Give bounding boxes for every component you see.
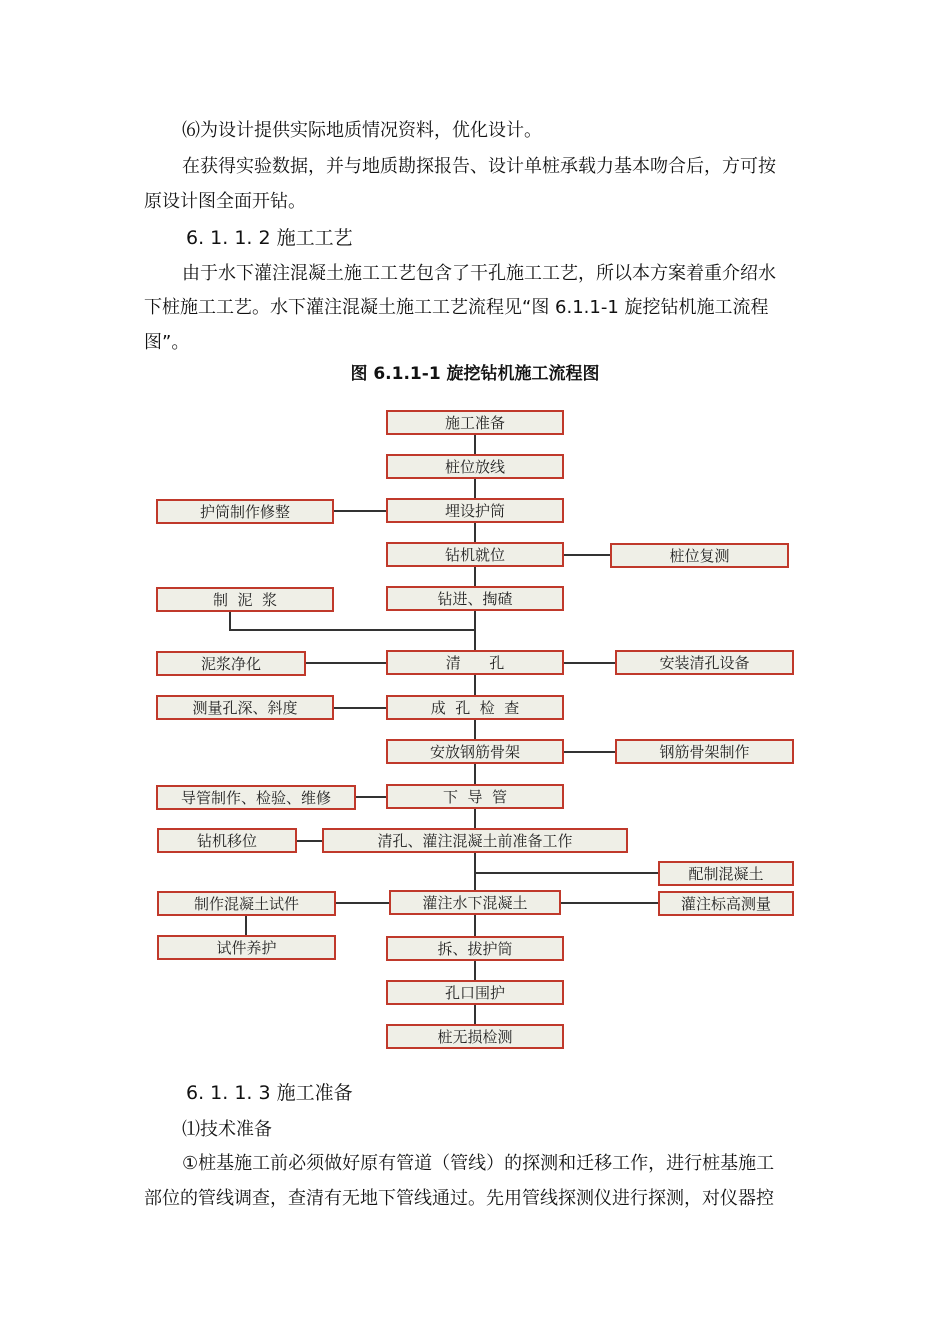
paragraph-line: 图”。 xyxy=(144,332,190,353)
flow-step: 桩位放线 xyxy=(386,454,564,479)
flow-step: 桩无损检测 xyxy=(386,1024,564,1049)
flow-side-step: 钢筋骨架制作 xyxy=(615,739,794,764)
flow-step: 清孔、灌注混凝土前准备工作 xyxy=(322,828,628,853)
flow-step: 钻进、掏碴 xyxy=(386,586,564,611)
subsection-heading: ⑴技术准备 xyxy=(182,1119,272,1140)
flow-step: 下 导 管 xyxy=(386,784,564,809)
paragraph-line: 在获得实验数据，并与地质勘探报告、设计单桩承载力基本吻合后，方可按 xyxy=(182,156,776,177)
paragraph-line: 原设计图全面开钻。 xyxy=(144,191,306,212)
flow-step: 成 孔 检 查 xyxy=(386,695,564,720)
flow-side-step: 护筒制作修整 xyxy=(156,499,334,524)
flow-side-step: 桩位复测 xyxy=(610,543,789,568)
figure-caption: 图 6.1.1-1 旋挖钻机施工流程图 xyxy=(350,364,600,384)
flow-side-step: 安装清孔设备 xyxy=(615,650,794,675)
flow-step: 钻机就位 xyxy=(386,542,564,567)
paragraph-line: 下桩施工工艺。水下灌注混凝土施工工艺流程见“图 6.1.1-1 旋挖钻机施工流程 xyxy=(144,297,769,318)
flow-side-step: 钻机移位 xyxy=(157,828,297,853)
flow-side-step: 配制混凝土 xyxy=(658,861,794,886)
paragraph-line: 部位的管线调查，查清有无地下管线通过。先用管线探测仪进行探测，对仪器控 xyxy=(144,1188,774,1209)
paragraph-line: 由于水下灌注混凝土施工工艺包含了干孔施工工艺，所以本方案着重介绍水 xyxy=(182,263,776,284)
flow-step: 安放钢筋骨架 xyxy=(386,739,564,764)
flow-side-step: 制作混凝土试件 xyxy=(157,891,336,916)
section-heading: 6. 1. 1. 2 施工工艺 xyxy=(186,227,353,249)
paragraph-line: ⑹为设计提供实际地质情况资料，优化设计。 xyxy=(182,120,542,141)
flow-side-step: 泥浆净化 xyxy=(156,651,306,676)
flow-step: 灌注水下混凝土 xyxy=(389,890,561,915)
paragraph-line: ①桩基施工前必须做好原有管道（管线）的探测和迁移工作，进行桩基施工 xyxy=(182,1153,775,1174)
flow-side-step: 制 泥 浆 xyxy=(156,587,334,612)
flow-side-step: 试件养护 xyxy=(157,935,336,960)
flow-side-step: 测量孔深、斜度 xyxy=(156,695,334,720)
flow-side-step: 灌注标高测量 xyxy=(658,891,794,916)
flow-step: 拆、拔护筒 xyxy=(386,936,564,961)
flow-side-step: 导管制作、检验、维修 xyxy=(156,785,356,810)
section-heading: 6. 1. 1. 3 施工准备 xyxy=(186,1082,353,1104)
flow-step: 埋设护筒 xyxy=(386,498,564,523)
flow-step: 清 孔 xyxy=(386,650,564,675)
flow-step: 孔口围护 xyxy=(386,980,564,1005)
flow-step: 施工准备 xyxy=(386,410,564,435)
